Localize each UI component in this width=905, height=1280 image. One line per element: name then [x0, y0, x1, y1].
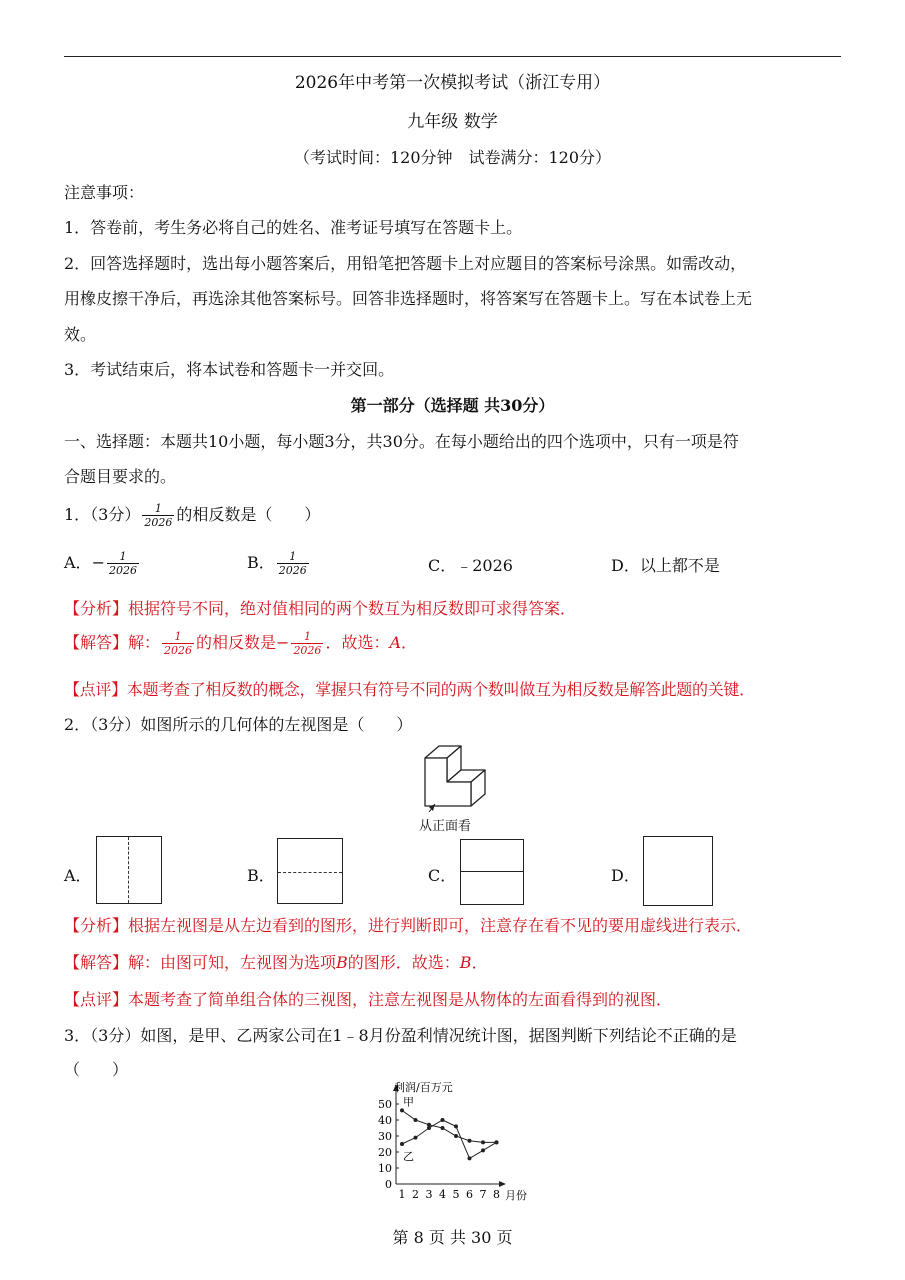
part1-intro-line1: 一、选择题：本题共10小题，每小题3分，共30分。在每小题给出的四个选项中，只有一项是符	[64, 432, 739, 451]
q1-answer-frac1	[162, 630, 194, 657]
q1-option-a-den: 2026	[108, 564, 137, 577]
q2-option-c-figure	[460, 839, 524, 905]
q1-option-a-fraction	[107, 550, 139, 577]
x-tick-label: 1	[398, 1188, 406, 1201]
y-tick-label: 20	[378, 1146, 392, 1159]
x-tick-label: 8	[493, 1188, 500, 1201]
q2-stem: 2．（3分）如图所示的几何体的左视图是（ ）	[64, 715, 413, 734]
q2-answer-choice-1: B	[336, 953, 348, 972]
q2-option-d-figure	[643, 836, 713, 906]
q1-suffix: 的相反数是（ ）	[176, 505, 321, 524]
q1-answer-mid: 的相反数是	[196, 633, 277, 652]
q1-option-c: C．﹣2026	[428, 556, 513, 575]
data-point-series-1	[400, 1108, 404, 1112]
q3-stem-line1: 3．（3分）如图，是甲、乙两家公司在1﹣8月份盈利情况统计图，据图判断下列结论不正确的是	[64, 1026, 737, 1045]
x-tick-label: 6	[466, 1188, 473, 1201]
q1-option-a-sign: −	[91, 553, 105, 572]
q1-option-a-num: 1	[107, 550, 139, 564]
x-tick-label: 3	[425, 1188, 433, 1201]
y-tick-label: 0	[385, 1178, 392, 1191]
q1-answer-frac1-num: 1	[162, 630, 194, 644]
data-point-series-1	[414, 1118, 418, 1122]
q1-answer-prefix: 【解答】解：	[64, 633, 161, 652]
q1-option-a	[64, 548, 141, 578]
series-label-1: 甲	[403, 1095, 414, 1109]
x-axis-label: 月份	[505, 1189, 527, 1202]
part1-title: 第一部分（选择题 共30分）	[350, 396, 555, 415]
q1-answer-sign: −	[276, 633, 290, 652]
y-axis-label: 利润/百万元	[394, 1081, 453, 1094]
notice-item-2-line3: 效。	[64, 325, 97, 344]
x-tick-label: 5	[452, 1188, 460, 1201]
y-tick-label: 10	[378, 1162, 392, 1175]
q3-profit-chart	[370, 1080, 540, 1205]
q1-comment: 【点评】本题考查了相反数的概念，掌握只有符号不同的两个数叫做互为相反数是解答此题的关键．	[64, 680, 755, 699]
q2-answer-mid: 的图形．故选：	[347, 953, 460, 972]
exam-info: （考试时间：120分钟 试卷满分：120分）	[293, 148, 612, 167]
part1-intro-line2: 合题目要求的。	[64, 467, 177, 486]
q1-answer-end: ．	[401, 633, 418, 652]
data-point-series-2	[427, 1126, 431, 1130]
q1-frac-num: 1	[142, 502, 174, 516]
q1-option-b-label: B．	[247, 553, 275, 572]
notice-item-2-line2: 用橡皮擦干净后，再选涂其他答案标号。回答非选择题时，将答案写在答题卡上。写在本试卷上无	[64, 289, 753, 308]
q2-option-c-solid-line	[461, 871, 523, 872]
q2-option-b-label: B．	[247, 866, 275, 885]
page-footer: 第 8 页 共 30 页	[392, 1228, 513, 1247]
q2-solid-figure	[405, 740, 495, 812]
notice-heading: 注意事项：	[64, 183, 145, 202]
data-point-series-2	[481, 1148, 485, 1152]
q2-answer-prefix: 【解答】解：由图可知，左视图为选项	[64, 953, 337, 972]
q1-answer-frac2-den: 2026	[293, 644, 322, 657]
q1-answer-frac1-den: 2026	[164, 644, 193, 657]
q1-answer	[64, 628, 417, 658]
data-point-series-2	[495, 1140, 499, 1144]
q2-option-a-figure	[96, 836, 162, 904]
y-tick-label: 40	[378, 1114, 392, 1127]
data-point-series-1	[441, 1126, 445, 1130]
q1-analysis: 【分析】根据符号不同，绝对值相同的两个数互为相反数即可求得答案．	[64, 599, 577, 618]
q3-stem-line2: （ ）	[64, 1060, 129, 1079]
x-tick-label: 4	[439, 1188, 446, 1201]
notice-item-1: 1．答卷前，考生务必将自己的姓名、准考证号填写在答题卡上。	[64, 218, 523, 237]
y-tick-label: 30	[378, 1130, 392, 1143]
q2-option-b-dashed-line	[278, 872, 342, 873]
q2-figure-caption: 从正面看	[419, 819, 472, 834]
q2-option-a-dashed-line	[128, 837, 129, 903]
exam-subtitle: 九年级 数学	[407, 112, 498, 132]
data-point-series-2	[454, 1124, 458, 1128]
q2-option-c-label: C．	[428, 866, 457, 885]
q1-answer-frac2	[291, 630, 323, 657]
q1-option-b-num: 1	[277, 550, 309, 564]
data-point-series-1	[454, 1134, 458, 1138]
x-tick-label: 7	[479, 1188, 487, 1201]
q1-prefix: 1．（3分）	[64, 505, 141, 524]
data-point-series-1	[468, 1139, 472, 1143]
x-tick-label: 2	[412, 1188, 419, 1201]
notice-item-2-line1: 2．回答选择题时，选出每小题答案后，用铅笔把答题卡上对应题目的答案标号涂黑。如需改动，	[64, 254, 747, 273]
q1-option-b-fraction	[277, 550, 309, 577]
q1-option-d: D．以上都不是	[611, 556, 720, 575]
x-axis-arrow	[499, 1181, 506, 1187]
q2-answer-end: ．	[471, 953, 488, 972]
data-point-series-2	[400, 1142, 404, 1146]
q1-answer-frac2-num: 1	[291, 630, 323, 644]
data-point-series-1	[481, 1140, 485, 1144]
q1-option-b-den: 2026	[278, 564, 307, 577]
q1-frac-den: 2026	[144, 516, 173, 529]
q2-analysis: 【分析】根据左视图是从左边看到的图形，进行判断即可，注意存在看不见的要用虚线进行表示．	[64, 916, 753, 935]
q1-stem	[64, 500, 320, 530]
exam-title: 2026年中考第一次模拟考试（浙江专用）	[294, 73, 611, 93]
data-point-series-2	[441, 1118, 445, 1122]
notice-item-3: 3．考试结束后，将本试卷和答题卡一并交回。	[64, 360, 395, 379]
q1-fraction	[142, 502, 174, 529]
data-point-series-2	[414, 1136, 418, 1140]
data-point-series-2	[468, 1156, 472, 1160]
q2-comment: 【点评】本题考查了简单组合体的三视图，注意左视图是从物体的左面看得到的视图．	[64, 990, 673, 1009]
header-rule	[64, 56, 841, 57]
q2-answer-choice-2: B	[459, 953, 472, 972]
q1-answer-choice: A	[389, 633, 402, 652]
q2-answer	[64, 950, 488, 973]
y-tick-label: 50	[378, 1098, 392, 1111]
series-label-2: 乙	[403, 1150, 414, 1163]
q2-option-d-label: D．	[611, 866, 640, 885]
q2-option-a-label: A．	[64, 866, 92, 885]
q2-option-b-figure	[277, 838, 343, 904]
q1-answer-suffix: ．故选：	[325, 633, 390, 652]
q1-option-b	[247, 548, 311, 578]
q1-option-a-label: A．	[64, 553, 92, 572]
